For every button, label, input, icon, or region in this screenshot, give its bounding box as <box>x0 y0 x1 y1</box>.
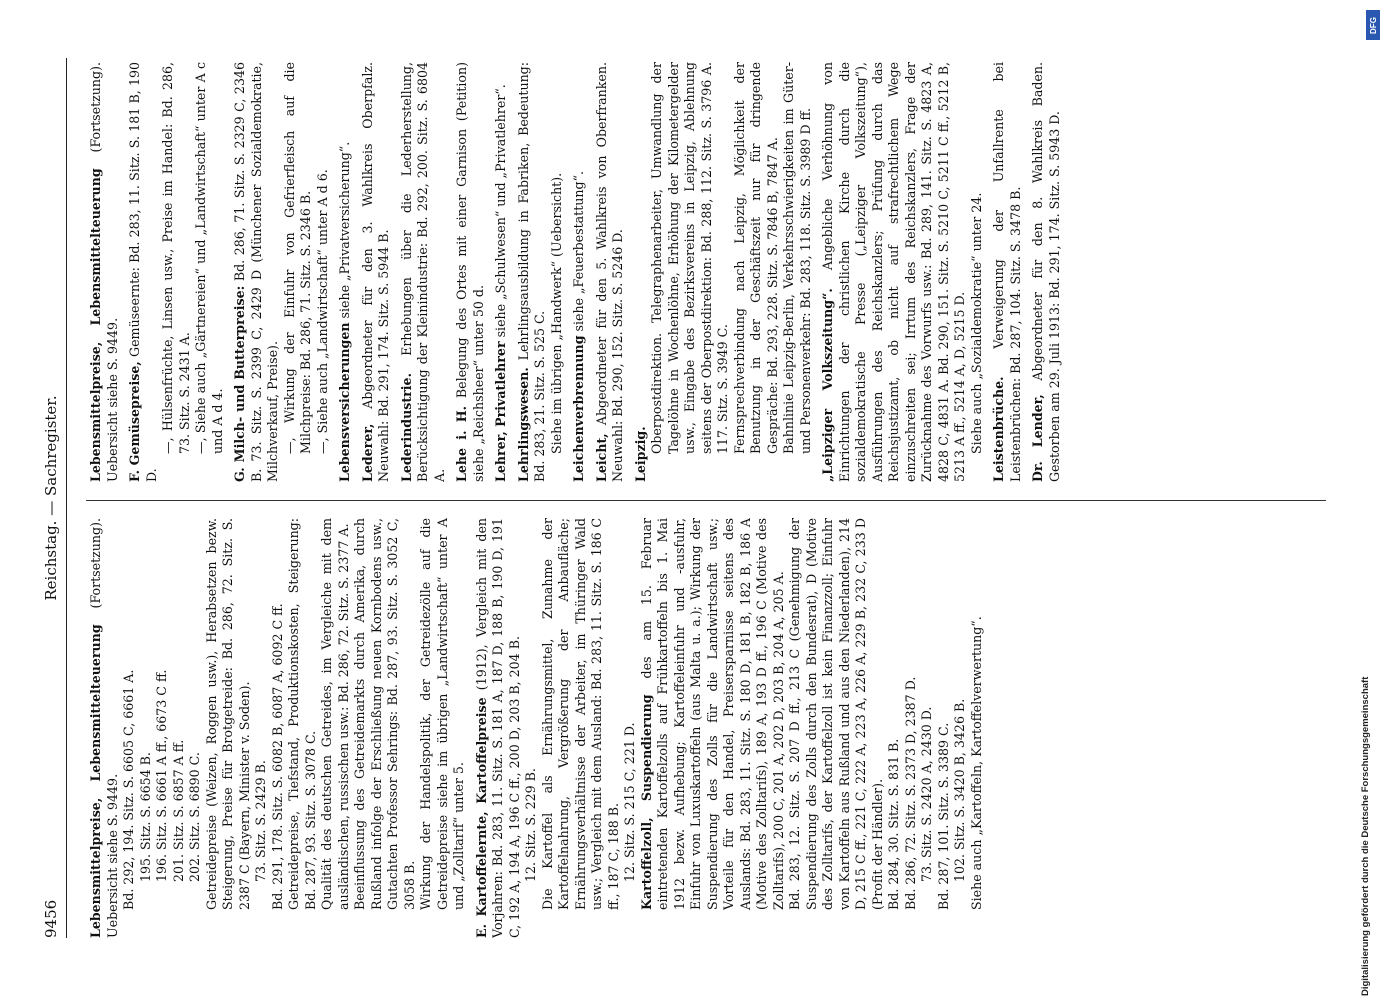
entry-text: Bd. 284, 30. Sitz. S. 831 B. <box>886 738 901 910</box>
register-entry <box>352 518 418 938</box>
page-header <box>32 58 66 938</box>
entry-heading: Lebensversicherungen <box>337 322 352 482</box>
page-number: 9456 <box>42 899 60 938</box>
entry-heading: Lehe i. H. <box>454 406 469 482</box>
register-entry <box>633 62 650 482</box>
entry-text: Qualität des deutschen Getreides, im Vergleiche mit dem ausländischen, russischen usw.: Bd. 286, 72. Sitz. S. 2377 A. <box>319 518 351 910</box>
entry-text: —, Siehe auch „Gärtnereien“ und „Landwirtschaft“ unter A c und A d 4. <box>193 62 225 454</box>
register-entry <box>936 518 953 938</box>
entry-text: Belegung des Ortes mit einer Garnison (Petition) siehe „Reichsheer“ unter 50 d. <box>454 62 486 482</box>
register-entry <box>474 518 524 938</box>
entry-text: siehe „Feuerbestattung“. <box>571 170 586 336</box>
header-rule <box>66 58 67 938</box>
register-entry <box>787 518 886 938</box>
register-entry <box>639 518 788 938</box>
entry-text: Siehe auch „Sozialdemokratie“ unter 24. <box>968 192 984 454</box>
entry-heading: Lebensmittelpreise, Lebensmittelteuerung <box>88 168 103 482</box>
entry-text: Abgeordneter für den 5. Wahlkreis von Oberfranken. Neuwahl: Bd. 290, 152. Sitz. S. 5246 D. <box>593 62 625 482</box>
register-entry <box>193 62 226 482</box>
entry-heading: „Leipziger Volkszeitung“. <box>820 288 835 482</box>
left-column <box>88 518 1333 938</box>
entry-text: 196. Sitz. S. 6661 A ff., 6673 C ff. <box>154 669 169 882</box>
entry-heading: Lederindustrie. <box>398 373 414 482</box>
register-entry <box>969 518 986 938</box>
entry-text: 12. Sitz. S. 215 C, 221 D. <box>622 722 637 882</box>
register-entry <box>622 518 639 938</box>
register-entry <box>204 518 254 938</box>
entry-heading: Leipzig. <box>632 426 648 482</box>
register-entry <box>493 62 510 482</box>
entry-text: 202. Sitz. S. 6890 C. <box>187 752 202 882</box>
register-entry <box>187 518 204 938</box>
register-entry <box>594 62 627 482</box>
register-entry <box>523 518 540 938</box>
entry-heading: Lederer, <box>359 423 375 482</box>
entry-text: —, Siehe auch „Landwirtschaft“ unter A d 6. <box>314 169 330 454</box>
dfg-logo: DFG <box>1366 10 1380 40</box>
entry-text: Getreidepreise (Weizen, Roggen usw.), Herabsetzen bezw. Steigerung, Preise für Brotgetreide: Bd. 286, 72. Sitz. S. 2387 C (Bayern, Minister v. Soden). <box>203 518 252 910</box>
entry-text: 102. Sitz. S. 3420 B, 3426 B. <box>952 698 967 882</box>
entry-text: (Fortsetzung). Uebersicht siehe S. 9449. <box>88 62 120 482</box>
entry-text: Siehe im übrigen „Handwerk“ (Uebersicht). <box>548 172 564 454</box>
entry-heading: F. Gemüsepreise, <box>127 361 142 482</box>
right-column <box>88 62 1333 482</box>
register-entry <box>454 62 487 482</box>
entry-text: Bahnlinie Leipzig-Berlin, Verkehrsschwierigkeiten im Güter- und Personenverkehr: Bd. 283, 118. Sitz. S. 3989 D ff. <box>781 62 813 454</box>
register-entry <box>171 518 188 938</box>
register-entry <box>360 62 393 482</box>
register-entry <box>232 62 282 482</box>
entry-text: (1912), Vergleich mit den Vorjahren: Bd. 283, 11. Sitz. S. 181 A, 187 D, 188 B, 190 D, 191 C, 192 A, 194 A, 196 C ff., 200 D, 203 B, 204 B. <box>473 518 522 938</box>
entry-text: Abgeordneter für den 3. Wahlkreis Oberpfalz. Neuwahl: Bd. 291, 174. Sitz. S. 5944 B. <box>359 62 391 482</box>
entry-heading: Lebensmittelpreise, Lebensmittelteuerung <box>88 624 103 938</box>
register-entry <box>952 518 969 938</box>
entry-heading: Leistenbrüche. <box>991 376 1006 482</box>
entry-text: Siehe auch „Kartoffeln, Kartoffelverwertung“. <box>968 616 984 910</box>
entry-text: Abgeordneter für den 8. Wahlkreis Baden. Gestorben am 29. Juli 1913: Bd. 291, 174. Sitz. S. 5943 D. <box>1030 62 1062 482</box>
entry-text: 12. Sitz. S. 229 B. <box>523 768 538 882</box>
digitization-note: Digitalisierung gefördert durch die Deutsche Forschungsgemeinschaft <box>1360 676 1371 996</box>
entry-heading: Kartoffelzoll, Suspendierung <box>638 694 654 910</box>
entry-text: Bd. 287, 101. Sitz. S. 3389 C. <box>935 722 951 910</box>
entry-text: Fernsprechverbindung nach Leipzig, Möglichkeit der Benutzung in der Geschäftszeit nur für dringende Gespräche: Bd. 293, 228. Sitz. S. 7846 B, 7847 A. <box>731 62 780 454</box>
entry-text: Bd. 291, 178. Sitz. S. 6082 B, 6087 A, 6092 C ff. <box>269 603 285 910</box>
entry-text: Bd. 286, 72. Sitz. S. 2373 D, 2387 D. <box>902 676 918 910</box>
entry-text: des am 15. Februar eintretenden Kartoffelzolls auf Frühkartoffeln bis 1. Mai 1912 bezw. Aufhebung; Kartoffeleinfuhr und -ausfuhr, Einfuhr von Luxuskartoffeln (aus Malta u. a.); Wirkung der Suspendierung des Zolls für die Landwirtschaft usw.; Vorteile für den Handel, Preisersparnisse seitens des Auslands: Bd. 283, 11. Sitz. S. 180 D, 181 B, 182 B, 186 A (Motive des Zolltarifs), 189 A, 193 D ff., 196 C (Motive des Zolltarifs), 200 C, 201 A, 202 D, 203 B, 204 A, 205 A. <box>638 518 786 910</box>
entry-text: Lehrlingsausbildung in Fabriken, Bedeutung: Bd. 283, 21. Sitz. S. 525 C. <box>515 62 547 482</box>
entry-text: —, Hülsenfrüchte, Linsen usw., Preise im Handel: Bd. 286, 73. Sitz. S. 2431 A. <box>160 62 192 454</box>
register-entry <box>991 62 1024 482</box>
entry-heading: Leichenverbrennung <box>571 335 586 482</box>
entry-text: siehe „Privatversicherung“. <box>337 141 352 323</box>
register-entry <box>282 62 315 482</box>
entry-text: Erhebungen über die Lederherstellung, Berücksichtigung der Kleinindustrie: Bd. 292, 200. Sitz. S. 6804 A. <box>398 62 447 482</box>
register-entry <box>160 62 193 482</box>
entry-heading: Lehrlingswesen. <box>515 367 531 482</box>
register-entry <box>88 518 121 938</box>
register-entry <box>286 518 319 938</box>
register-entry <box>649 62 732 482</box>
register-entry <box>820 62 969 482</box>
entry-text: Getreidepreise, Tiefstand, Produktionskosten, Steigerung: Bd. 287, 93. Sitz. S. 3078 C. <box>286 518 318 910</box>
entry-text: siehe „Schulwesen“ und „Privatlehrer“. <box>493 84 508 342</box>
entry-heading: E. Kartoffelernte, Kartoffelpreise <box>473 697 489 938</box>
register-entry <box>319 518 352 938</box>
entry-text: 201. Sitz. S. 6857 A ff. <box>170 739 186 882</box>
register-entry <box>919 518 936 938</box>
entry-text: Bd. 286, 71. Sitz. S. 2329 C, 2346 B. 73. Sitz. S. 2399 C, 2429 D (Münchener Sozialdemokratie, Milchverkauf, Preise). <box>232 62 280 482</box>
register-entry <box>88 62 121 482</box>
register-entry <box>121 518 138 938</box>
register-entry <box>903 518 920 938</box>
register-entry <box>399 62 449 482</box>
register-entry <box>732 62 782 482</box>
register-entry <box>571 62 588 482</box>
register-entry <box>516 62 549 482</box>
entry-heading: Leicht, <box>593 433 609 482</box>
entry-text: 73. Sitz. S. 2420 A, 2430 D. <box>919 706 934 882</box>
entry-text: Wirkung der Handelspolitik, der Getreidezölle auf die Getreidepreise siehe im übrigen „Landwirtschaft“ unter A und „Zolltarif“ unter 5. <box>418 518 466 910</box>
register-entry <box>127 62 160 482</box>
entry-text: Oberpostdirektion. Telegraphenarbeiter, Umwandlung der Tagelöhne in Wochenlöhne, Erhöhung der Kilometergelder usw., Eingabe des Bezirksvereins in Leipzig, Ablehnung seitens der Oberpostdirektion: Bd. 288, 112. Sitz. S. 3796 A. 117. Sitz. S. 3949 C. <box>649 62 730 454</box>
column-divider <box>86 500 1326 501</box>
register-entry <box>253 518 270 938</box>
page-title: Reichstag. — Sachregister. <box>42 395 60 601</box>
register-entry <box>1030 62 1063 482</box>
register-entry <box>418 518 468 938</box>
entry-text: Angebliche Verhöhnung von Einrichtungen der christlichen Kirche durch die sozialdemokratische Presse („Leipziger Volkszeitung“), Ausführungen des Reichskanzlers; Prüfung durch das Reichsjustizamt, ob nicht auf strafrechtlichem Wege einzuschreiten sei; Irrtum des Reichskanzlers, Frage der Zurücknahme des Vorwurfs usw.: Bd. 289, 141. Sitz. S. 4823 A, 4828 C, 4831 A. Bd. 290, 151. Sitz. S. 5210 C, 5211 C ff., 5212 B, 5213 A ff., 5214 A, D, 5215 D. <box>820 62 967 482</box>
entry-text: —, Wirkung der Einfuhr von Gefrierfleisch auf die Milchpreise: Bd. 286, 71. Sitz. S. 2346 B. <box>281 62 313 454</box>
entry-heading: Dr. Lender, <box>1030 394 1045 482</box>
register-entry <box>337 62 354 482</box>
entry-text: Die Kartoffel als Ernährungsmittel, Zunahme der Kartoffelnahrung, Vergrößerung der Anbaufläche; Ernährungsverhältnisse der Arbeiter, im Thüringer Wald usw.; Vergleich mit dem Ausland: Bd. 283, 11. Sitz. S. 186 C ff., 187 C, 188 B. <box>539 518 621 910</box>
entry-text: Gemüseernte: Bd. 283, 11. Sitz. S. 181 B, 190 D. <box>127 62 159 482</box>
entry-text: Bd. 292, 194. Sitz. S. 6605 C, 6661 A. <box>121 669 136 910</box>
entry-text: Verweigerung der Unfallrente bei Leistenbrüchen: Bd. 287, 104. Sitz. S. 3478 B. <box>991 62 1023 482</box>
entry-text: Bd. 283, 12. Sitz. S. 207 D ff., 213 C (Genehmigung der Suspendierung des Zolls durch den Bundesrat), D (Motive des Zolltarifs, der Kartoffelzoll ist kein Finanzzoll; Einfuhr von Kartoffeln aus Rußland und aus den Niederlanden), 214 D, 215 C ff., 221 C, 222 A, 223 A, 226 A, 229 B, 232 C, 233 D (Profit der Händler). <box>787 518 885 910</box>
register-entry <box>540 518 623 938</box>
register-entry <box>315 62 332 482</box>
register-entry <box>138 518 155 938</box>
register-entry <box>886 518 903 938</box>
entry-text: 195. Sitz. S. 6654 B. <box>137 752 153 882</box>
entry-text: Beeinflussung des Getreidemarkts durch Amerika, durch Rußland infolge der Erschließung neuen Kornbodens usw., Gutachten Professor Sehrings: Bd. 287, 93. Sitz. S. 3052 C, 3058 B. <box>352 518 417 910</box>
register-entry <box>969 62 986 482</box>
register-entry <box>270 518 287 938</box>
register-entry <box>781 62 814 482</box>
entry-text: (Fortsetzung). Uebersicht siehe S. 9449. <box>88 518 120 938</box>
register-entry <box>154 518 171 938</box>
entry-heading: Lehrer, Privatlehrer <box>493 341 508 482</box>
register-entry <box>549 62 566 482</box>
entry-heading: G. Milch- und Butterpreise: <box>232 285 247 482</box>
entry-text: 73. Sitz. S. 2429 B. <box>253 760 268 882</box>
